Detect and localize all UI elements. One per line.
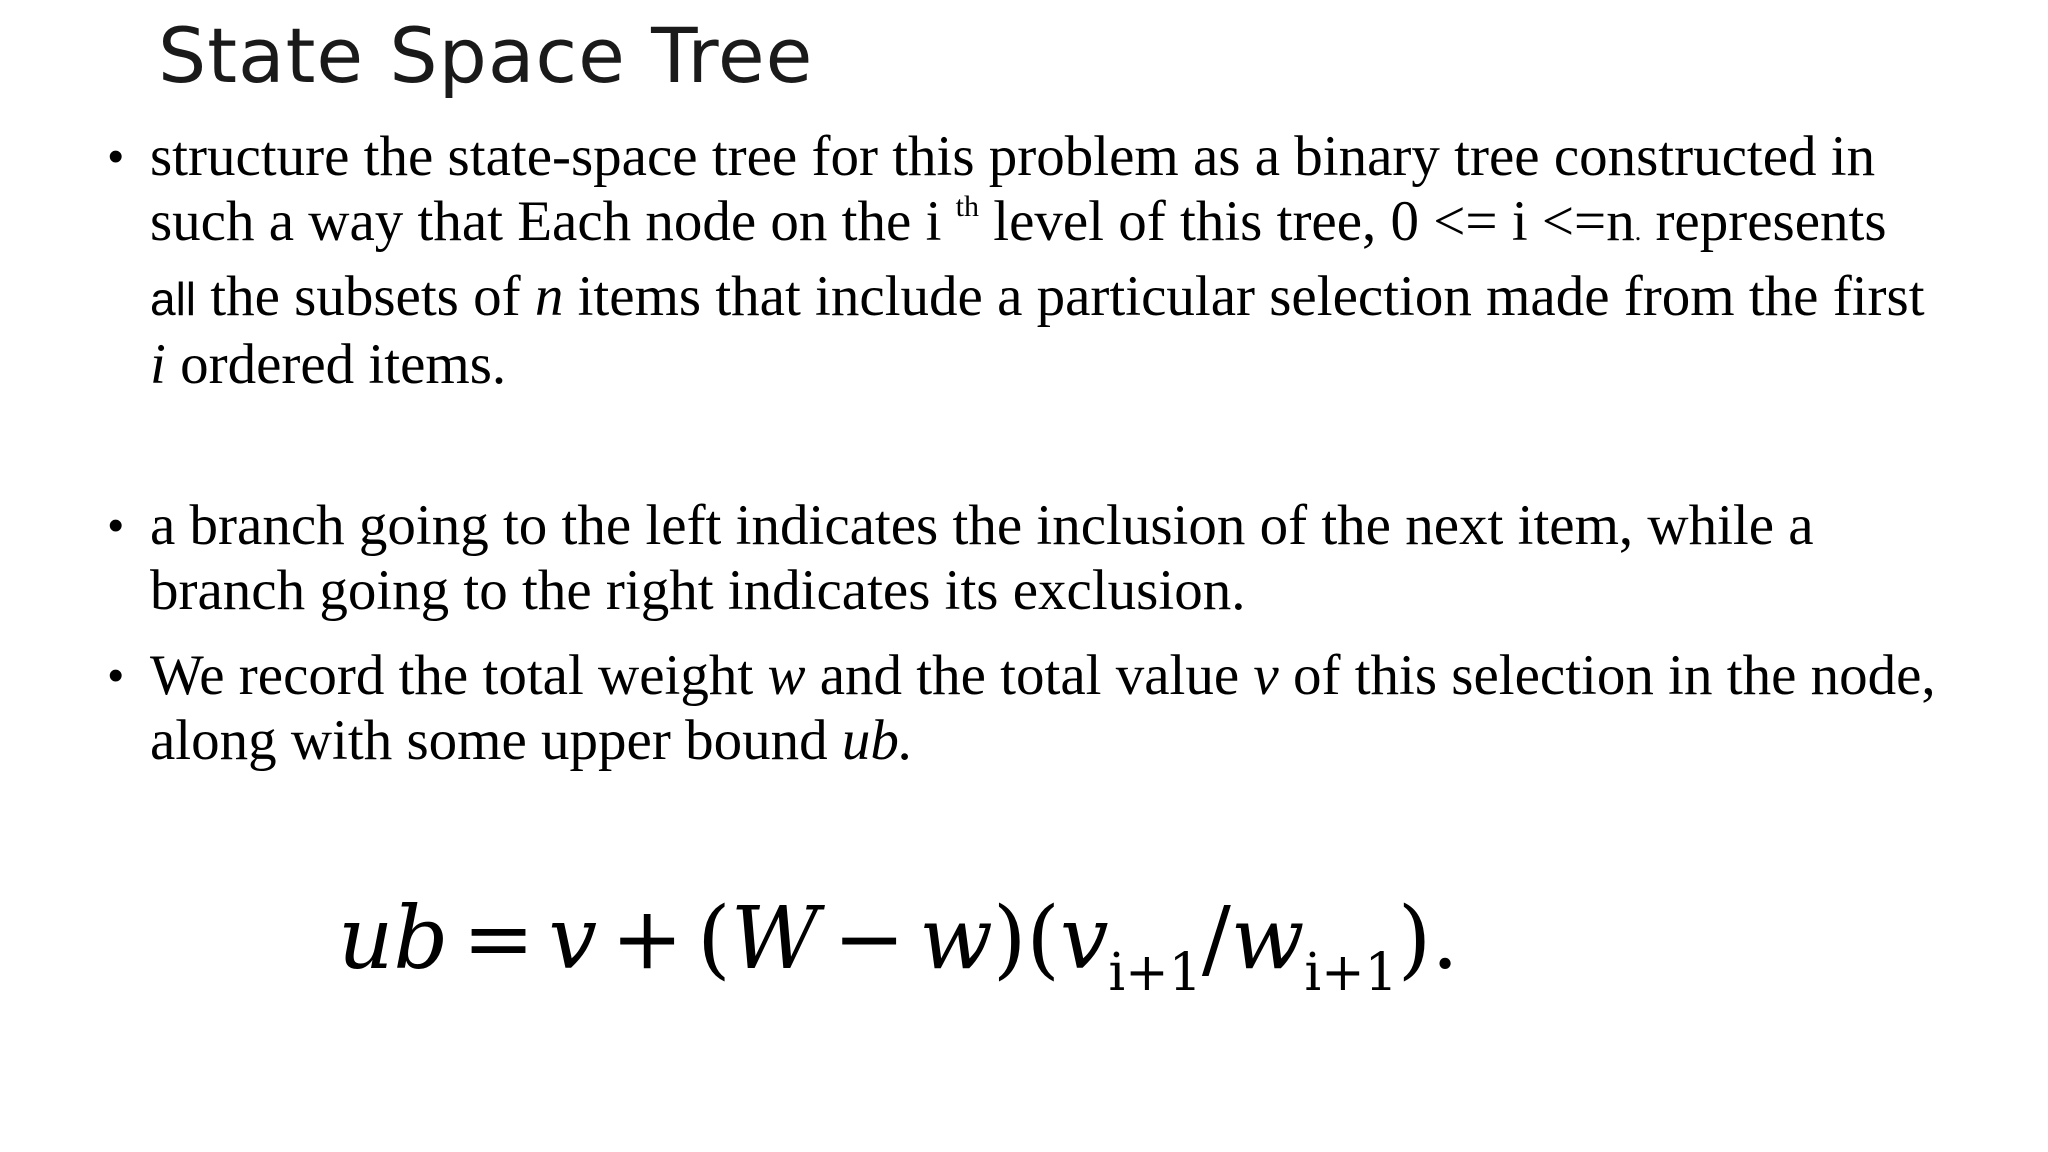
bullet-text-part: and the total value (805, 644, 1254, 707)
formula-paren: ( (1026, 889, 1060, 989)
bullet-text-part: . (1634, 217, 1642, 246)
superscript-th: th (955, 190, 979, 223)
formula-paren: ) (1397, 889, 1432, 989)
bullet-text-part: items that include a particular selection made from the first (563, 265, 1925, 328)
bullet-text-part: the subsets of (196, 265, 535, 328)
formula-W: W (730, 889, 820, 989)
bullet-text-part: level of this tree, 0 <= i <=n (979, 190, 1635, 253)
italic-v: v (1253, 644, 1279, 707)
bullet-dot: • (108, 651, 124, 700)
formula-equals: = (462, 889, 535, 989)
bullet-text-part: ordered items. (165, 333, 507, 396)
italic-ub: ub. (841, 709, 914, 772)
bullet-item-record (108, 643, 1938, 773)
bullet-dot: • (108, 501, 124, 550)
formula-wi: w (1230, 889, 1305, 989)
formula-w: w (919, 889, 993, 989)
italic-w: w (767, 644, 806, 707)
bullet-text: a branch going to the left indicates the inclusion of the next item, while a branch going to the right indicates its exclusion. (150, 494, 1814, 622)
formula-subscript: i+1 (1304, 943, 1398, 1003)
bullet-text-part: structure the state-space tree for this problem as a binary tree constructed in such a way that Each node on the i (150, 125, 1876, 253)
formula-v: v (548, 889, 598, 989)
bullet-text-part: of this selection in the node, along with some upper bound (150, 644, 1936, 772)
bullet-text (150, 643, 1938, 773)
bullet-text-part: all (150, 273, 197, 325)
bullet-item-branch (108, 493, 1938, 623)
formula-slash: / (1201, 889, 1231, 989)
bullet-text-part: represents (1641, 190, 1887, 253)
italic-i: i (150, 333, 166, 396)
formula-plus: + (611, 889, 684, 989)
formula-minus: − (833, 889, 906, 989)
slide-title: State Space Tree (158, 11, 814, 100)
upper-bound-formula (338, 889, 1459, 1003)
bullet-item-state-space (108, 124, 1938, 397)
formula-paren: ( (697, 889, 731, 989)
bullet-text (150, 124, 1938, 397)
formula-vi: v (1059, 889, 1109, 989)
formula-period: . (1431, 889, 1459, 989)
formula-subscript: i+1 (1108, 943, 1202, 1003)
formula-ub: ub (338, 889, 449, 989)
bullet-text-part: We record the total weight (150, 644, 768, 707)
bullet-dot: • (108, 132, 124, 181)
italic-n: n (534, 265, 564, 328)
formula-paren: ) (992, 889, 1027, 989)
